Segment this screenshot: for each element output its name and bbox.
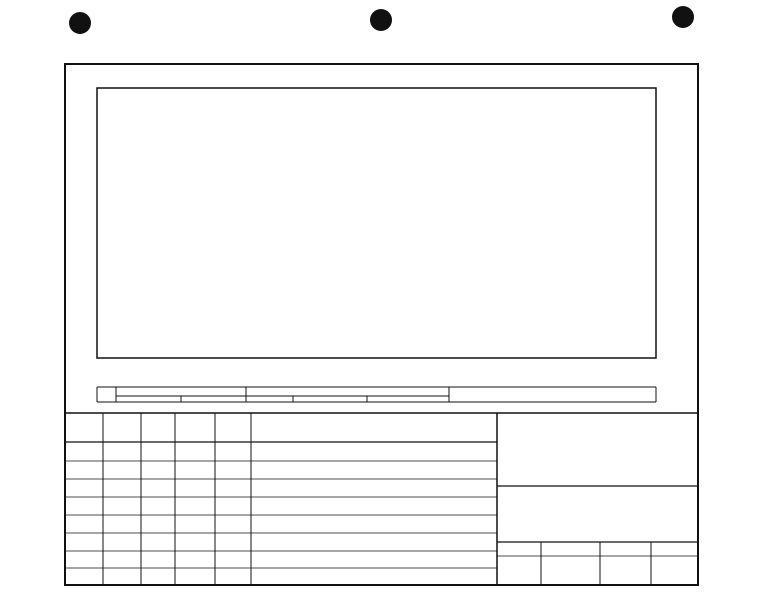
soil-class-band xyxy=(97,387,656,402)
plot-frame xyxy=(97,88,656,358)
data-table xyxy=(65,413,698,585)
sheet-frame xyxy=(65,64,698,585)
